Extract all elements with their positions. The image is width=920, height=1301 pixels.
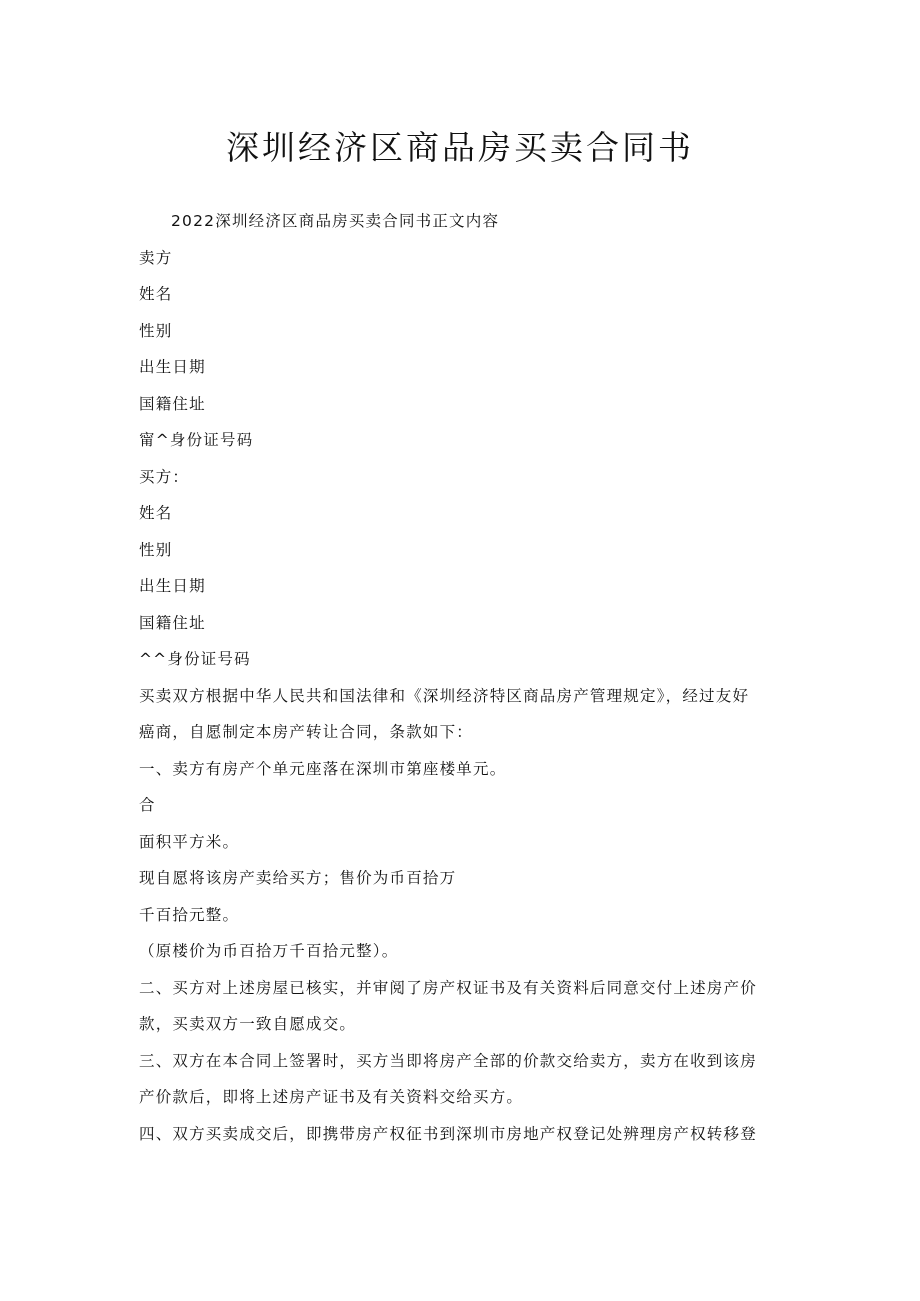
buyer-gender-label: 性别 [139,540,173,559]
seller-id-number-label: 甯^身份证号码 [139,431,254,449]
clause-2-line-2: 款，买卖双方一致自愿成交。 [139,1015,357,1033]
preamble-line-1: 买卖双方根据中华人民共和国法律和《深圳经济特区商品房产管理规定》，经过友好 [139,686,750,705]
clause-1-line-6: （原楼价为币百拾万千百拾元整）。 [139,942,399,960]
seller-heading: 卖方 [139,248,173,267]
buyer-nationality-address-label: 国籍住址 [139,613,206,632]
clause-2-line-1: 二、买方对上述房屋已核实，并审阅了房产权证书及有关资料后同意交付上述房产价 [139,978,757,997]
buyer-birthdate-label: 出生日期 [139,577,206,595]
document-body [139,206,779,1155]
clause-1-line-4: 现自愿将该房产卖给买方；售价为币百拾万 [139,869,457,887]
document-title: 深圳经济区商品房买卖合同书 [226,128,694,167]
clause-3-line-1: 三、双方在本合同上签署时，买方当即将房产全部的价款交给卖方，卖方在收到该房 [139,1051,757,1070]
buyer-id-number-label: ^^身份证号码 [139,650,251,668]
clause-3-line-2: 产价款后，即将上述房产证书及有关资料交给买方。 [139,1088,524,1106]
preamble-line-2: 癌商，自愿制定本房产转让合同，条款如下： [139,723,474,741]
clause-1-line-2: 合 [139,796,156,814]
seller-nationality-address-label: 国籍住址 [139,394,206,413]
clause-1-line-1: 一、卖方有房产个单元座落在深圳市第座楼单元。 [139,759,507,778]
clause-4-line-1: 四、双方买卖成交后，即携带房产权征书到深圳市房地产权登记处辨理房产权转移登 [139,1124,757,1143]
document-subtitle: 2022深圳经济区商品房买卖合同书正文内容 [171,212,500,230]
buyer-heading: 买方： [139,467,190,486]
seller-name-label: 姓名 [139,285,173,303]
clause-1-line-3: 面积平方米。 [139,832,240,851]
clause-1-line-5: 千百拾元整。 [139,905,240,924]
seller-gender-label: 性别 [139,321,173,340]
seller-birthdate-label: 出生日期 [139,358,206,376]
buyer-name-label: 姓名 [139,504,173,522]
